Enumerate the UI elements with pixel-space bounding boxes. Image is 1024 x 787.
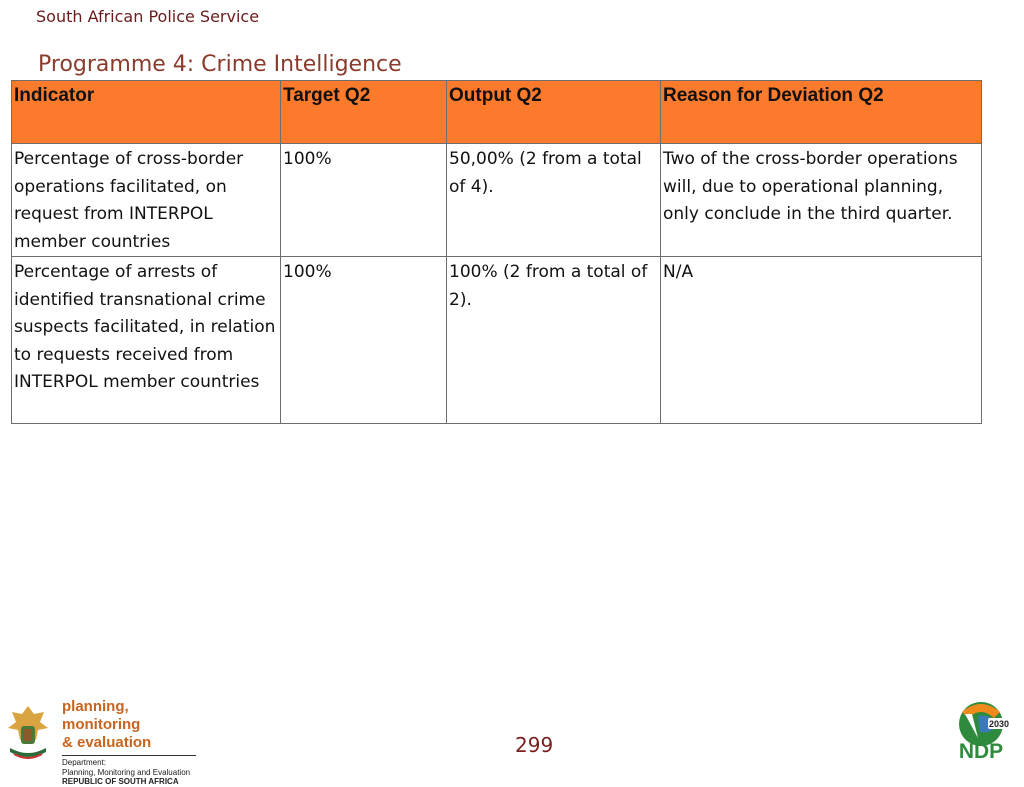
dpme-divider <box>62 755 196 756</box>
page-number: 299 <box>515 733 554 757</box>
output-cell: 100% (2 from a total of 2). <box>447 257 661 424</box>
ndp-letters: NDP <box>958 740 1004 760</box>
indicator-cell: Percentage of cross-border operations facilitated, on request from INTERPOL member countries <box>12 144 281 257</box>
target-cell: 100% <box>281 144 447 257</box>
target-cell: 100% <box>281 257 447 424</box>
reason-cell: N/A <box>661 257 982 424</box>
dpme-logo <box>62 698 202 787</box>
dpme-dept-name: Planning, Monitoring and Evaluation <box>62 767 191 777</box>
organization-name: South African Police Service <box>36 7 260 26</box>
output-cell: 50,00% (2 from a total of 4). <box>447 144 661 257</box>
indicator-cell: Percentage of arrests of identified transnational crime suspects facilitated, in relation to requests received from INTERPOL member countries <box>12 257 281 424</box>
table-row <box>12 144 982 257</box>
dpme-logo-line1: planning, monitoring <box>62 698 141 733</box>
column-header-target: Target Q2 <box>281 81 447 144</box>
coat-of-arms-icon <box>4 700 52 764</box>
dpme-dept-label: Department: <box>62 758 107 767</box>
dpme-country: REPUBLIC OF SOUTH AFRICA <box>62 777 179 786</box>
ndp-2030-logo-icon <box>948 698 1014 760</box>
column-header-output: Output Q2 <box>447 81 661 144</box>
performance-table <box>11 80 982 424</box>
table-row <box>12 257 982 424</box>
reason-cell: Two of the cross-border operations will, due to operational planning, only conclude in the third quarter. <box>661 144 982 257</box>
programme-title: Programme 4: Crime Intelligence <box>38 52 402 77</box>
table-header-row <box>12 81 982 144</box>
dpme-logo-line2: & evaluation <box>62 734 152 751</box>
column-header-reason: Reason for Deviation Q2 <box>661 81 982 144</box>
ndp-year: 2030 <box>988 719 1010 729</box>
column-header-indicator: Indicator <box>12 81 281 144</box>
